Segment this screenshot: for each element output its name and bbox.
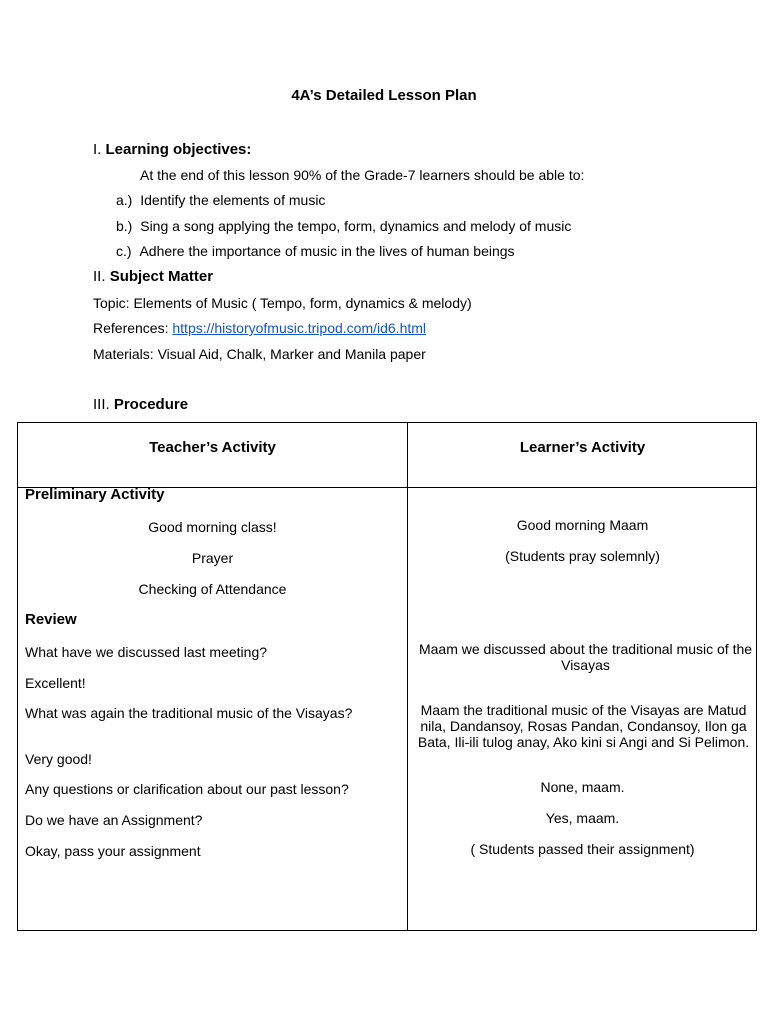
topic-line: Topic: Elements of Music ( Tempo, form, dynamics & melody) [93,295,472,311]
objective-marker: a.) [116,192,133,208]
teacher-attendance: Checking of Attendance [138,581,287,597]
section-heading: Procedure [113,396,189,413]
section-heading: Learning objectives: [105,141,252,158]
procedure-table [17,422,757,931]
review-heading: Review [25,611,77,628]
objective-text: Sing a song applying the tempo, form, dynamics and melody of music [140,218,572,234]
objectives-intro: At the end of this lesson 90% of the Grade-7 learners should be able to: [140,167,585,183]
teacher-line: Do we have an Assignment? [25,812,203,828]
learner-line: Good morning Maam [516,517,649,533]
teacher-prayer: Prayer [191,550,234,566]
teacher-activity-header: Teacher’s Activity [149,439,276,456]
objective-item [116,192,325,208]
learner-line: (Students pray solemnly) [505,548,660,564]
preliminary-activity-heading: Preliminary Activity [25,486,165,503]
references-line [93,320,426,336]
teacher-line: Any questions or clarification about our past lesson? [25,781,349,797]
section-number: II. [93,268,106,285]
section-learning-objectives [93,141,251,158]
objective-item [116,218,571,234]
teacher-line: Excellent! [25,675,86,691]
references-label: References: [93,320,173,336]
learner-line: ( Students passed their assignment) [470,841,695,857]
section-number: I. [93,141,102,158]
section-number: III. [93,396,110,413]
objective-marker: c.) [116,243,132,259]
learner-activity-header: Learner’s Activity [519,439,646,456]
learner-line: Maam we discussed about the traditional music of the Visayas [418,641,753,673]
page-title: 4A’s Detailed Lesson Plan [291,87,477,104]
references-link[interactable]: https://historyofmusic.tripod.com/id6.html [172,320,427,336]
teacher-line: What was again the traditional music of the Visayas? [25,705,353,721]
teacher-line: Okay, pass your assignment [25,843,201,859]
learner-line: Yes, maam. [545,810,620,826]
materials-line: Materials: Visual Aid, Chalk, Marker and Manila paper [93,346,426,362]
section-procedure [93,396,188,413]
teacher-greeting: Good morning class! [148,519,277,535]
section-heading: Subject Matter [109,268,214,285]
teacher-line: What have we discussed last meeting? [25,644,268,660]
objective-text: Adhere the importance of music in the lives of human beings [139,243,515,259]
teacher-line: Very good! [25,751,92,767]
learner-line: Maam the traditional music of the Visayas are Matud nila, Dandansoy, Rosas Pandan, Condansoy, Ilon ga Bata, Ili-ili tulog anay, Ako kini si Angi and Si Pelimon. [417,702,750,750]
learner-line: None, maam. [540,779,625,795]
objective-marker: b.) [116,218,133,234]
section-subject-matter [93,268,213,285]
objective-item [116,243,515,259]
objective-text: Identify the elements of music [140,192,326,208]
